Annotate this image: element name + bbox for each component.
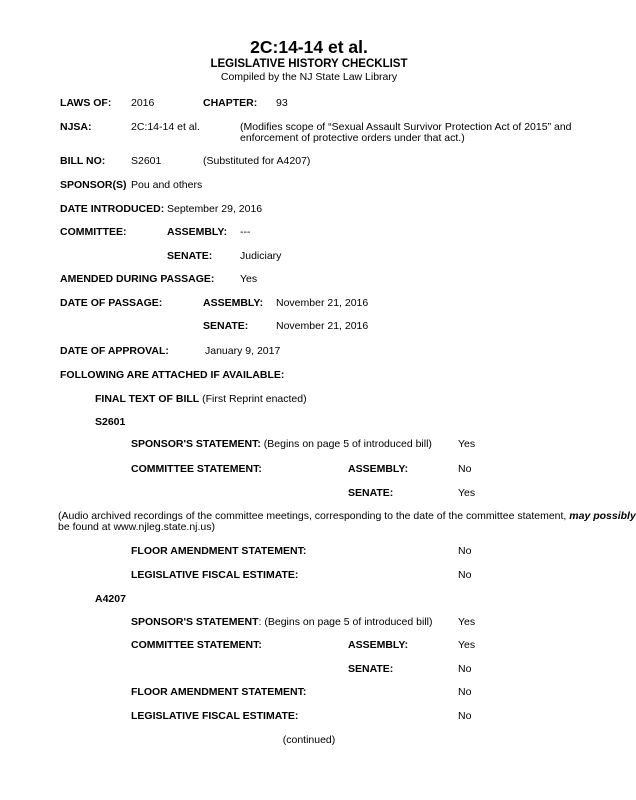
date-introduced-value: September 29, 2016 xyxy=(167,203,263,215)
a4207-sponsor-label: SPONSOR'S STATEMENT xyxy=(131,616,259,628)
s2601-sponsor-row xyxy=(131,438,432,451)
passage-label: DATE OF PASSAGE: xyxy=(60,297,163,309)
a4207-sponsor-note: : (Begins on page 5 of introduced bill) xyxy=(258,616,433,628)
s2601-assembly-value: No xyxy=(458,463,472,475)
a4207-fiscal-value: No xyxy=(458,710,472,722)
s2601-assembly-label: ASSEMBLY: xyxy=(348,463,409,475)
bill-no-value: S2601 xyxy=(131,155,162,167)
chapter-value: 93 xyxy=(276,97,288,109)
committee-senate-value: Judiciary xyxy=(240,250,282,262)
committee-label: COMMITTEE: xyxy=(60,226,127,238)
committee-assembly-label: ASSEMBLY: xyxy=(167,226,228,238)
a4207-sponsor-value: Yes xyxy=(458,616,476,628)
a4207-floor-value: No xyxy=(458,686,472,698)
date-introduced-label: DATE INTRODUCED: xyxy=(60,203,165,215)
approval-label: DATE OF APPROVAL: xyxy=(60,345,169,357)
passage-assembly-value: November 21, 2016 xyxy=(276,297,369,309)
sponsors-label: SPONSOR(S) xyxy=(60,179,127,191)
final-text-label: FINAL TEXT OF BILL xyxy=(95,393,200,405)
s2601-sponsor-value: Yes xyxy=(458,438,476,450)
a4207-committee-label: COMMITTEE STATEMENT: xyxy=(131,639,262,651)
sponsors-value: Pou and others xyxy=(131,179,203,191)
s2601-floor-label: FLOOR AMENDMENT STATEMENT: xyxy=(131,545,307,557)
njsa-label: NJSA: xyxy=(60,121,92,133)
continued-note: (continued) xyxy=(282,734,336,746)
s2601-sponsor-note: (Begins on page 5 of introduced bill) xyxy=(263,438,432,450)
s2601-fiscal-label: LEGISLATIVE FISCAL ESTIMATE: xyxy=(131,569,299,581)
amended-label: AMENDED DURING PASSAGE: xyxy=(60,273,215,285)
final-text-row xyxy=(95,393,307,406)
s2601-committee-label: COMMITTEE STATEMENT: xyxy=(131,463,262,475)
compiled-by: Compiled by the NJ State Law Library xyxy=(220,71,398,83)
committee-senate-label: SENATE: xyxy=(167,250,213,262)
passage-senate-label: SENATE: xyxy=(203,320,249,332)
a4207-senate-label: SENATE: xyxy=(348,663,394,675)
audio-note-text: (Audio archived recordings of the committee meetings, corresponding to the date of the committee statement, xyxy=(58,510,570,522)
s2601-heading: S2601 xyxy=(95,416,126,428)
a4207-heading: A4207 xyxy=(95,593,126,605)
a4207-assembly-value: Yes xyxy=(458,639,476,651)
laws-of-value: 2016 xyxy=(131,97,155,109)
passage-assembly-label: ASSEMBLY: xyxy=(203,297,264,309)
audio-note-emphasis: may possibly xyxy=(569,510,636,522)
njsa-note-line1: (Modifies scope of “Sexual Assault Survivor Protection Act of 2015” and xyxy=(240,121,572,133)
a4207-senate-value: No xyxy=(458,663,472,675)
passage-senate-value: November 21, 2016 xyxy=(276,320,369,332)
njsa-note-line2: enforcement of protective orders under that act.) xyxy=(240,132,465,144)
page-title: 2C:14-14 et al. xyxy=(250,37,368,57)
s2601-floor-value: No xyxy=(458,545,472,557)
page-subtitle: LEGISLATIVE HISTORY CHECKLIST xyxy=(210,58,408,70)
s2601-senate-label: SENATE: xyxy=(348,487,394,499)
s2601-sponsor-label: SPONSOR'S STATEMENT: xyxy=(131,438,261,450)
njsa-value: 2C:14-14 et al. xyxy=(131,121,200,133)
a4207-fiscal-label: LEGISLATIVE FISCAL ESTIMATE: xyxy=(131,710,299,722)
chapter-label: CHAPTER: xyxy=(203,97,258,109)
committee-assembly-value: --- xyxy=(240,226,251,238)
bill-no-label: BILL NO: xyxy=(60,155,106,167)
s2601-fiscal-value: No xyxy=(458,569,472,581)
bill-no-note: (Substituted for A4207) xyxy=(203,155,311,167)
a4207-floor-label: FLOOR AMENDMENT STATEMENT: xyxy=(131,686,307,698)
a4207-sponsor-row xyxy=(131,616,433,629)
amended-value: Yes xyxy=(240,273,258,285)
laws-of-label: LAWS OF: xyxy=(60,97,112,109)
audio-note-line2: be found at www.njleg.state.nj.us) xyxy=(58,521,216,533)
final-text-note: (First Reprint enacted) xyxy=(202,393,307,405)
a4207-assembly-label: ASSEMBLY: xyxy=(348,639,409,651)
s2601-senate-value: Yes xyxy=(458,487,476,499)
attached-heading: FOLLOWING ARE ATTACHED IF AVAILABLE: xyxy=(60,369,285,381)
approval-value: January 9, 2017 xyxy=(205,345,281,357)
